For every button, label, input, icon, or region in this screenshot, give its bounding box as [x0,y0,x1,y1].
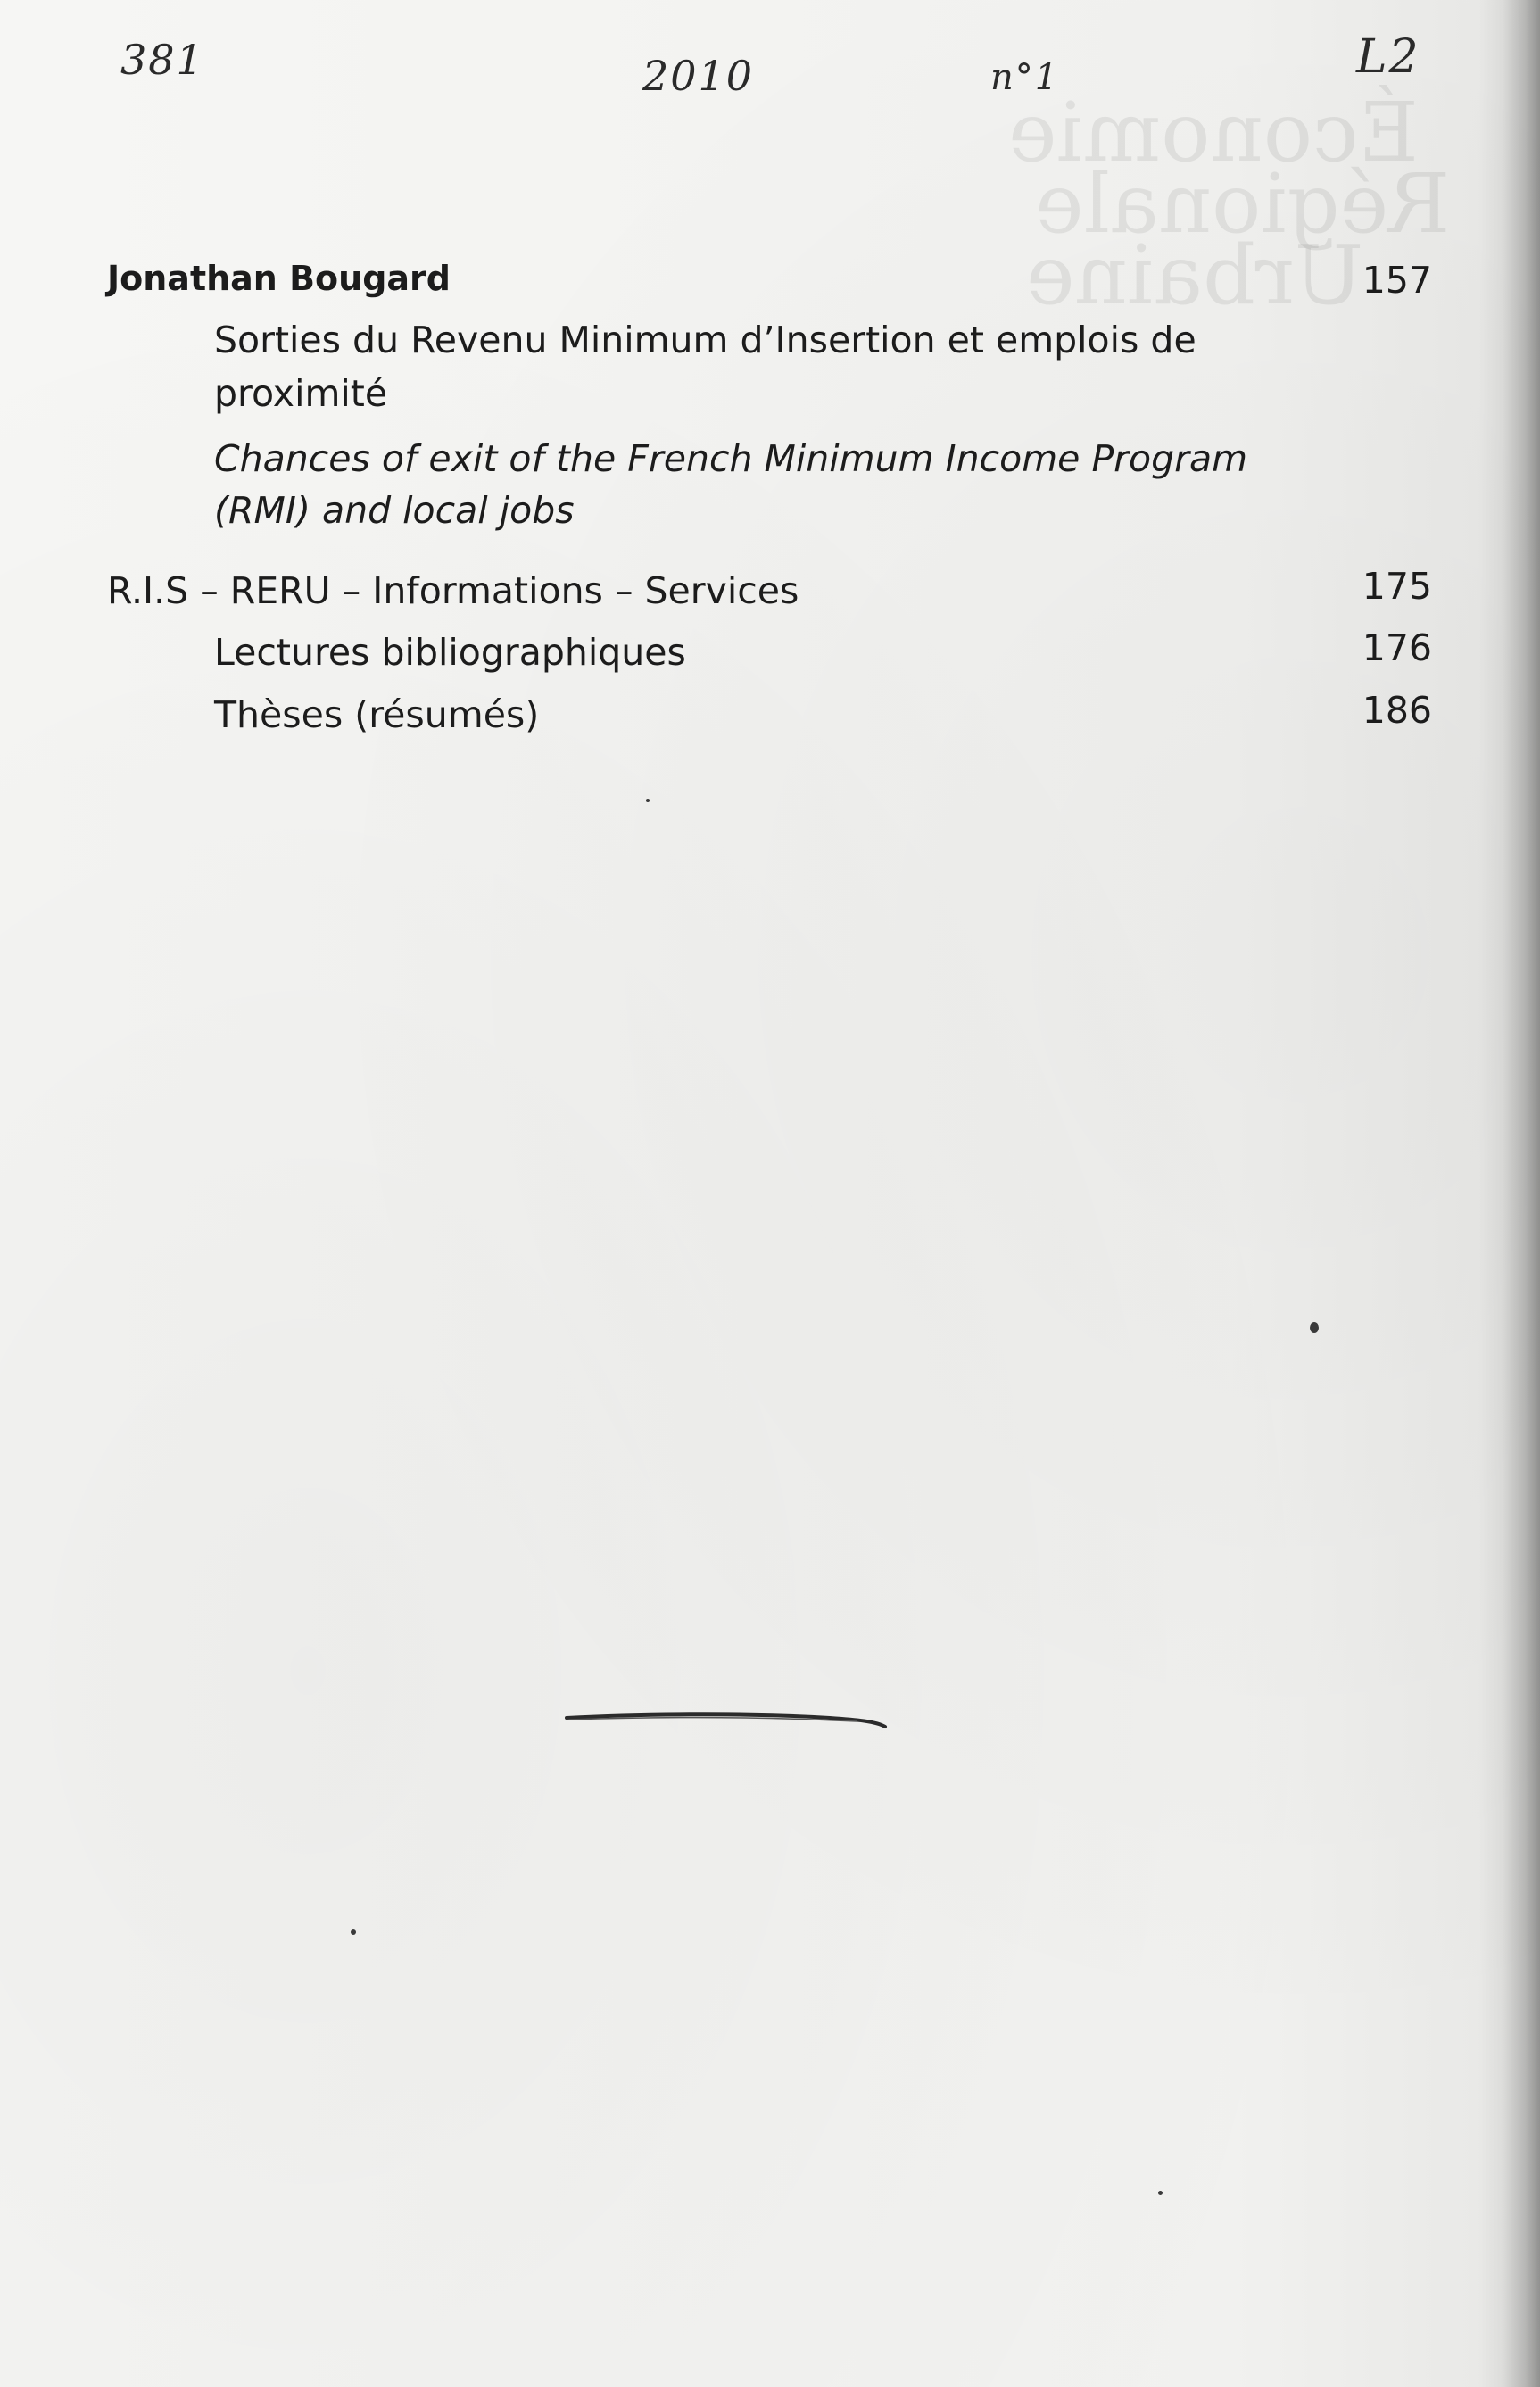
show-through-title-line: Urbaine [1026,228,1364,323]
toc-page-number: 186 [1362,689,1432,732]
toc-title-english: (RMI) and local jobs [214,489,575,532]
toc-section-heading: R.I.S – RERU – Informations – Services [107,569,799,612]
ink-speck [351,1929,356,1935]
toc-page-number: 176 [1362,626,1432,669]
toc-title-english: Chances of exit of the French Minimum Income Program [214,437,1248,480]
toc-title-french: proximité [214,372,388,415]
ink-speck [1158,2191,1163,2195]
handwritten-code: L2 [1356,30,1420,84]
show-through-title-line: Régionale [1035,156,1451,252]
toc-subsection: Thèses (résumés) [214,693,540,736]
toc-author: Jonathan Bougard [107,259,451,298]
toc-page-number: 175 [1362,565,1432,608]
handwritten-year: 2010 [642,52,755,100]
toc-title-french: Sorties du Revenu Minimum d’Insertion et emplois de [214,319,1196,361]
pen-stroke-mark [562,1700,892,1736]
ink-speck [1310,1322,1319,1333]
handwritten-issue: n°1 [990,57,1060,98]
show-through-title-line: Économie [1008,85,1419,180]
handwritten-number: 381 [120,36,204,84]
ink-speck [646,799,650,802]
toc-subsection: Lectures bibliographiques [214,631,686,674]
toc-page-number: 157 [1362,259,1432,302]
page-edge-shadow [1503,0,1540,2387]
